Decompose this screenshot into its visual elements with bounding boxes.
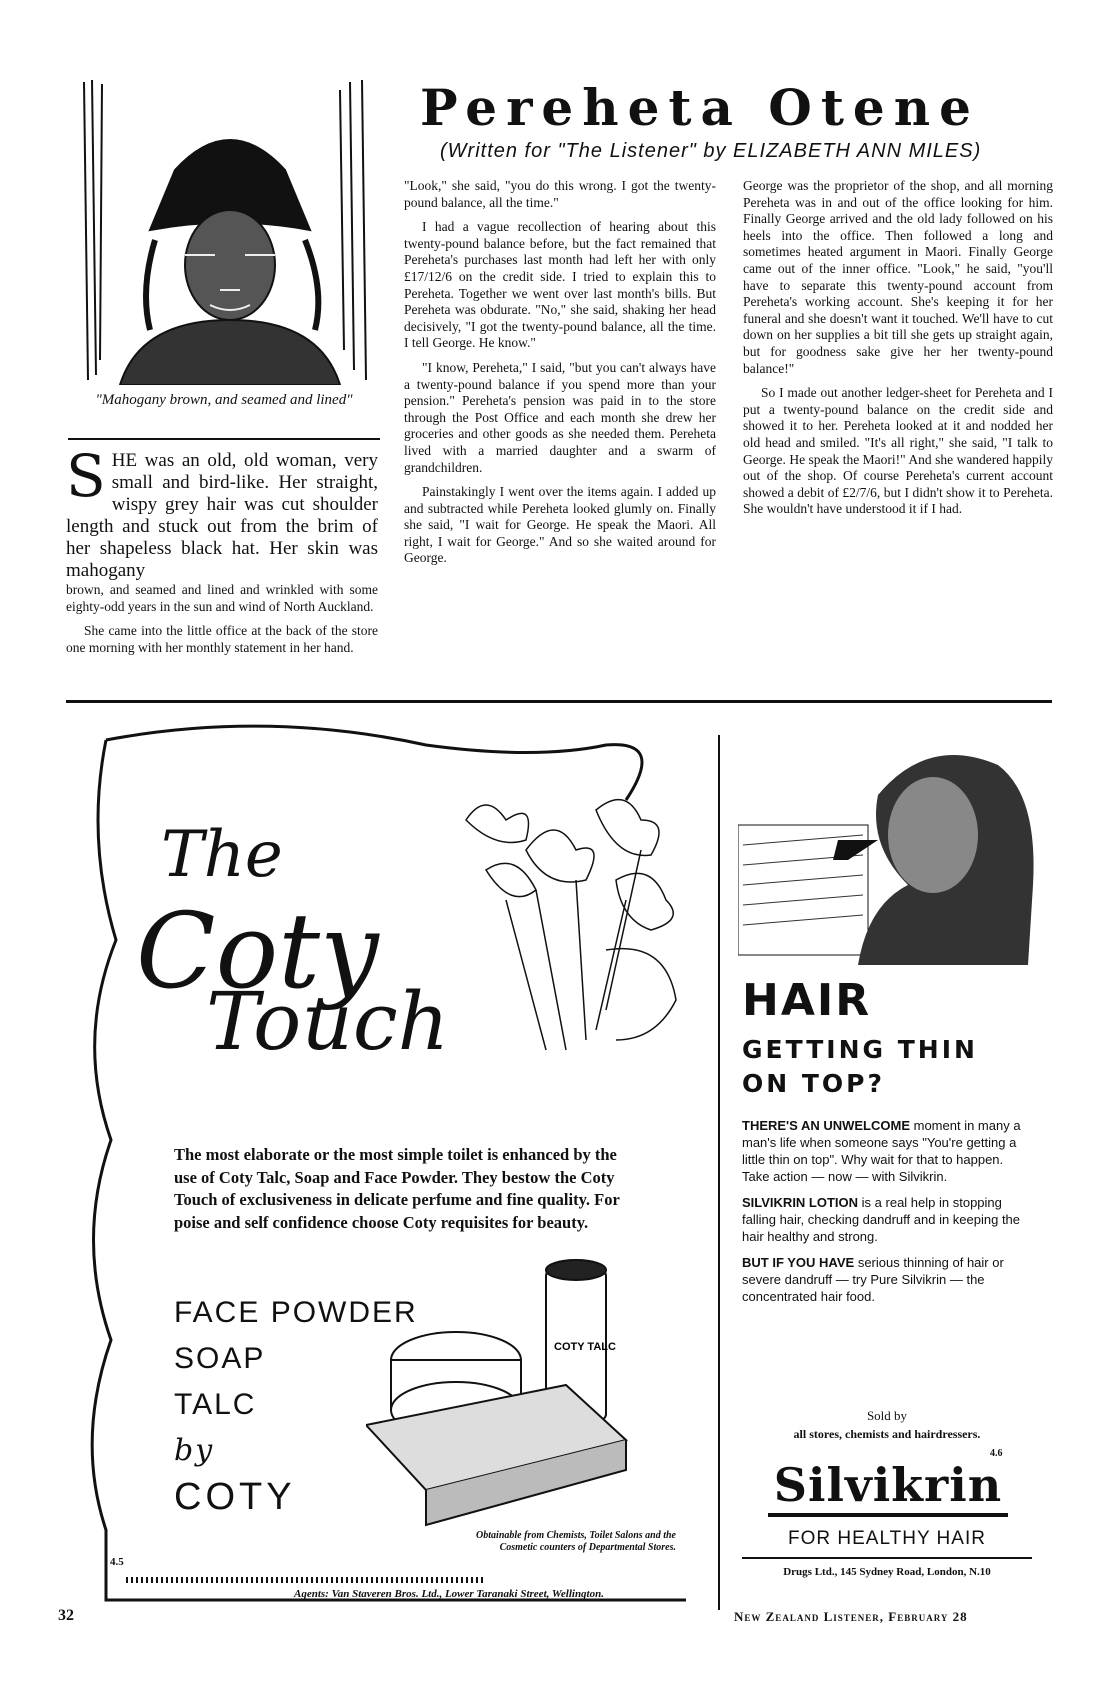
caption-divider [68, 438, 380, 440]
article-title: Pereheta Otene [420, 78, 980, 137]
paragraph: She came into the little office at the back of the store one morning with her monthly statement in her hand. [66, 623, 378, 655]
article-column-2 [404, 178, 716, 575]
paragraph: I had a vague recollection of hearing about this twenty-pound balance before, but the fact remained that Pereheta's purchases last month had left her with only £17/12/6 on the credit side. I tried to explain this to Pereheta. Together we went over last month's bills. But Pereheta was obdurate. "No," she said, shaking her head decisively, "I got the twenty-pound balance, all the time. I tell George. He know." [404, 219, 716, 351]
silvikrin-advertisement [738, 735, 1058, 1615]
coty-agents: Agents: Van Staveren Bros. Ltd., Lower Taranaki Street, Wellington. [294, 1588, 604, 1600]
illustration-caption: "Mahogany brown, and seamed and lined" [95, 392, 353, 408]
paragraph: George was the proprietor of the shop, and all morning Pereheta was in and out of the office looking for him. Finally George arrived and the old lady followed on his heels into the office. Then followed a long and sometimes heated argument in Maori. Finally George came out of the inner office. "Look," he said, "you'll have to separate this twenty-pound account from Pereheta's working account. She's keeping it for her funeral and she doesn't want it touched. We'll have to cut down on her supplies a bit till she gets up straight again, but for goodness sake give her her twenty-pound balance!" [743, 178, 1053, 376]
section-divider [66, 700, 1052, 703]
p3-lead: BUT IF YOU HAVE [742, 1255, 855, 1270]
paragraph: brown, and seamed and lined and wrinkled with some eighty-odd years in the sun and wind of North Auckland. [66, 582, 378, 614]
article-column-1 [66, 442, 378, 664]
paragraph: So I made out another ledger-sheet for Pereheta and I put a twenty-pound balance on the credit side and showed it to her. Pereheta looked at it and nodded her old head and smiled. "It's all right," she said, "I talk to George. He speak the Maori!" And she wandered happily out of the shop. Of course Pereheta's current account showed a debit of £2/7/6, but I didn't show it to Pereheta. She wouldn't have understood it if I had. [743, 385, 1053, 517]
coty-obtainable: Obtainable from Chemists, Toilet Salons and the Cosmetic counters of Departmental Stores. [476, 1530, 676, 1553]
p3-text: serious thinning of hair or severe dandruff — try Pure Silvikrin — the concentrated hair food. [742, 1255, 1004, 1304]
article-byline: (Written for "The Listener" by ELIZABETH ANN MILES) [440, 140, 982, 162]
coty-advertisement [66, 720, 706, 1615]
coty-body-text: The most elaborate or the most simple toilet is enhanced by the use of Coty Talc, Soap and Face Powder. They bestow the Coty Touch of exclusiveness in delicate perfume and fine quality. For poise and self confidence choose Coty requisites for beauty. [174, 1145, 620, 1232]
silvikrin-subhead-1: GETTING THIN [742, 1035, 978, 1064]
footer-publication: New Zealand Listener, February 28 [734, 1609, 968, 1624]
coty-brand: COTY [174, 1476, 296, 1518]
article-illustration [80, 80, 374, 385]
product-soap: SOAP [174, 1342, 266, 1375]
product-face-powder: FACE POWDER [174, 1296, 418, 1329]
silvikrin-body [742, 1117, 1032, 1314]
old-woman-portrait-image [80, 80, 374, 385]
script-coty: Coty [136, 890, 379, 1012]
paragraph: Painstakingly I went over the items again. I added up and subtracted while Pereheta looked glumly on. Finally she said, "I wait for George. He speak the Maori. All right, I wait for George." And so she waited around for George. [404, 484, 716, 566]
flower-bouquet-image [426, 790, 696, 1060]
paragraph: "I know, Pereheta," I said, "but you can't always have a twenty-pound balance if you spend more than your pension." Pereheta's pension was paid in to the store through the Post Office and each month she drew her groceries and other goods as she needed them. Pereheta lived with a married daughter and a swarm of grandchildren. [404, 359, 716, 475]
paragraph: "Look," she said, "you do this wrong. I got the twenty-pound balance, all the time." [404, 178, 716, 210]
product-by: by [174, 1433, 215, 1468]
p2-text: is a real help in stopping falling hair, checking dandruff and in keeping the hair healthy and strong. [742, 1195, 1021, 1244]
lead-text: HE was an old, old woman, very small and bird-like. Her straight, wispy grey hair was cut shoulder length and stuck out from the brim of her shapeless black hat. Her skin was mahogany [66, 450, 378, 581]
silvikrin-headline: HAIR [742, 975, 872, 1026]
p2-lead: SILVIKRIN LOTION [742, 1195, 859, 1210]
article-lead [66, 442, 378, 582]
script-the: The [161, 818, 283, 892]
silvikrin-stores: all stores, chemists and hairdressers. [793, 1427, 981, 1441]
ad-column-divider [718, 735, 720, 1610]
script-touch: Touch [206, 975, 450, 1068]
dropcap: S [66, 442, 106, 510]
product-talc: TALC [174, 1388, 257, 1421]
coty-code: 4.5 [110, 1556, 124, 1568]
silvikrin-address: Drugs Ltd., 145 Sydney Road, London, N.10 [783, 1566, 991, 1578]
silvikrin-logo: Silvikrin [768, 1457, 1008, 1517]
silvikrin-code: 4.6 [990, 1448, 1003, 1459]
silvikrin-tagline: FOR HEALTHY HAIR [788, 1528, 986, 1549]
silvikrin-subhead-2: ON TOP? [742, 1069, 886, 1098]
p1-text: moment in many a man's life when someone says "You're getting a little thin on top". Why wait for that to happen. Take action — now — with Silvikrin. [742, 1118, 1021, 1184]
silvikrin-rule [742, 1557, 1032, 1559]
coty-products-image [366, 1250, 686, 1540]
man-with-pipe-image [738, 735, 1038, 965]
silvikrin-sold-by: Sold by [866, 1408, 908, 1423]
p1-lead: THERE'S AN UNWELCOME [742, 1118, 910, 1133]
tin-label: COTY TALC [554, 1341, 616, 1353]
page-number: 32 [58, 1607, 74, 1624]
article-column-3 [743, 178, 1053, 526]
